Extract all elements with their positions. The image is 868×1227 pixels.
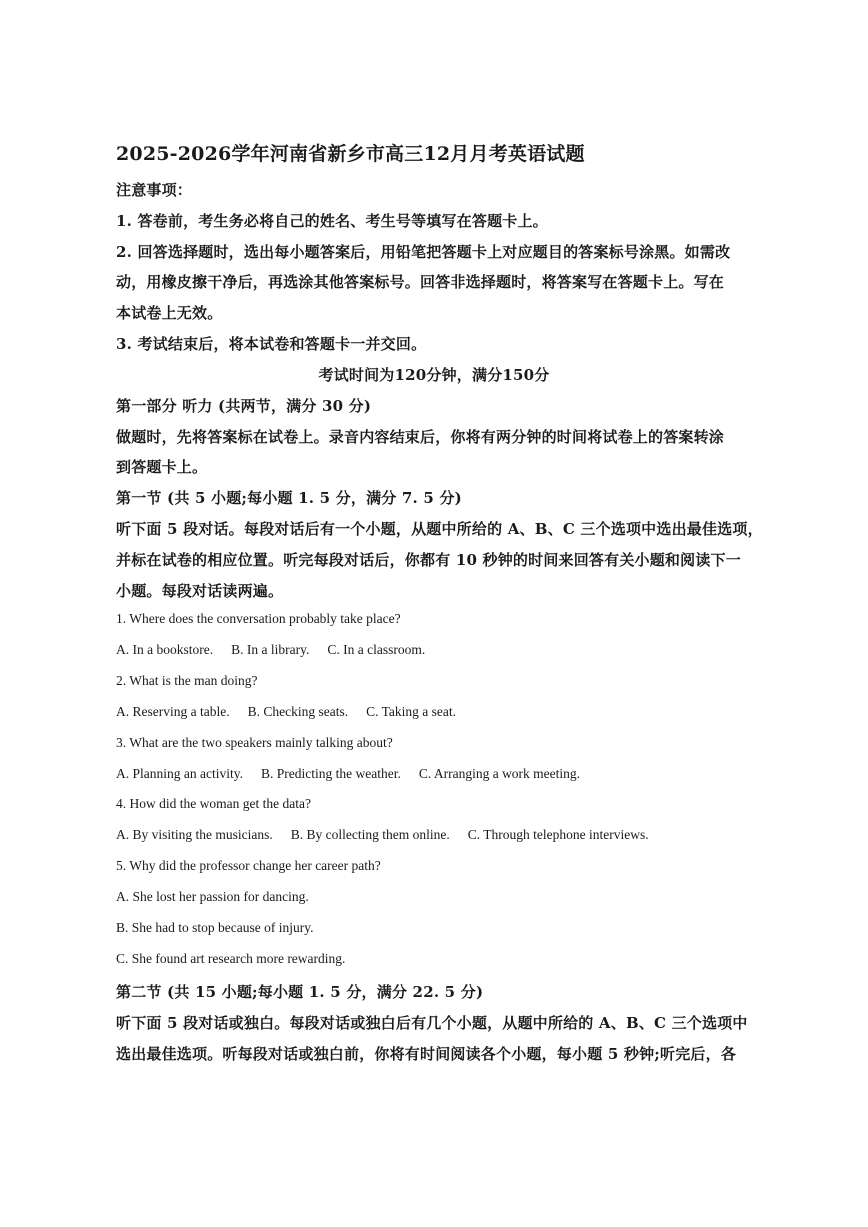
notice-item-1: 1. 答卷前，考生务必将自己的姓名、考生号等填写在答题卡上。: [116, 212, 548, 230]
option-a: A. By visiting the musicians.: [116, 827, 273, 842]
question-2: 2. What is the man doing?: [116, 673, 258, 688]
option-b: B. Predicting the weather.: [260, 766, 401, 781]
option-a: A. Reserving a table.: [116, 704, 230, 719]
notice-item-2-line-1: 2. 回答选择题时，选出每小题答案后，用铅笔把答题卡上对应题目的答案标号涂黑。如需改: [116, 243, 731, 261]
notice-item-3: 3. 考试结束后，将本试卷和答题卡一并交回。: [116, 335, 427, 353]
question-4: 4. How did the woman get the data?: [116, 796, 311, 811]
part1-heading: 第一部分 听力 (共两节，满分 30 分): [116, 397, 372, 415]
exam-time: 考试时间为120分钟，满分150分: [318, 366, 550, 384]
question-1-options: [116, 642, 425, 658]
part1-instruction-line-2: 到答题卡上。: [116, 458, 208, 476]
section1-instruction-line-1: 听下面 5 段对话。每段对话后有一个小题，从题中所给的 A、B、C 三个选项中选出最佳选项，: [116, 520, 763, 538]
section1-instruction-line-2: 并标在试卷的相应位置。听完每段对话后，你都有 10 秒钟的时间来回答有关小题和阅读下一: [116, 551, 741, 569]
question-5-option-b: B. She had to stop because of injury.: [116, 920, 314, 935]
section2-heading: 第二节 (共 15 小题;每小题 1. 5 分，满分 22. 5 分): [116, 983, 484, 1001]
option-b: B. Checking seats.: [247, 704, 349, 719]
option-c: C. Taking a seat.: [366, 704, 457, 719]
section1-heading: 第一节 (共 5 小题;每小题 1. 5 分，满分 7. 5 分): [116, 489, 462, 507]
part1-instruction-line-1: 做题时，先将答案标在试卷上。录音内容结束后，你将有两分钟的时间将试卷上的答案转涂: [116, 428, 725, 446]
option-c: C. In a classroom.: [327, 642, 426, 657]
notice-item-2-line-3: 本试卷上无效。: [116, 304, 223, 322]
option-b: B. By collecting them online.: [290, 827, 450, 842]
notice-heading: 注意事项：: [116, 181, 193, 199]
option-c: C. Through telephone interviews.: [467, 827, 649, 842]
question-2-options: [116, 704, 456, 720]
option-a: A. Planning an activity.: [116, 766, 243, 781]
option-b: B. In a library.: [231, 642, 310, 657]
question-1: 1. Where does the conversation probably take place?: [116, 611, 401, 626]
section1-instruction-line-3: 小题。每段对话读两遍。: [116, 582, 284, 600]
question-3: 3. What are the two speakers mainly talking about?: [116, 735, 393, 750]
question-5: 5. Why did the professor change her career path?: [116, 858, 381, 873]
document-title: 2025-2026学年河南省新乡市高三12月月考英语试题: [116, 143, 585, 165]
question-4-options: [116, 827, 649, 843]
section2-instruction-line-1: 听下面 5 段对话或独白。每段对话或独白后有几个小题，从题中所给的 A、B、C 三个选项中: [116, 1014, 748, 1032]
question-5-option-c: C. She found art research more rewarding.: [116, 951, 346, 966]
question-3-options: [116, 766, 580, 782]
option-c: C. Arranging a work meeting.: [418, 766, 581, 781]
option-a: A. In a bookstore.: [116, 642, 214, 657]
question-5-option-a: A. She lost her passion for dancing.: [116, 889, 309, 904]
notice-item-2-line-2: 动，用橡皮擦干净后，再选涂其他答案标号。回答非选择题时，将答案写在答题卡上。写在: [116, 273, 725, 291]
section2-instruction-line-2: 选出最佳选项。听每段对话或独白前，你将有时间阅读各个小题，每小题 5 秒钟;听完后，各: [116, 1045, 737, 1063]
